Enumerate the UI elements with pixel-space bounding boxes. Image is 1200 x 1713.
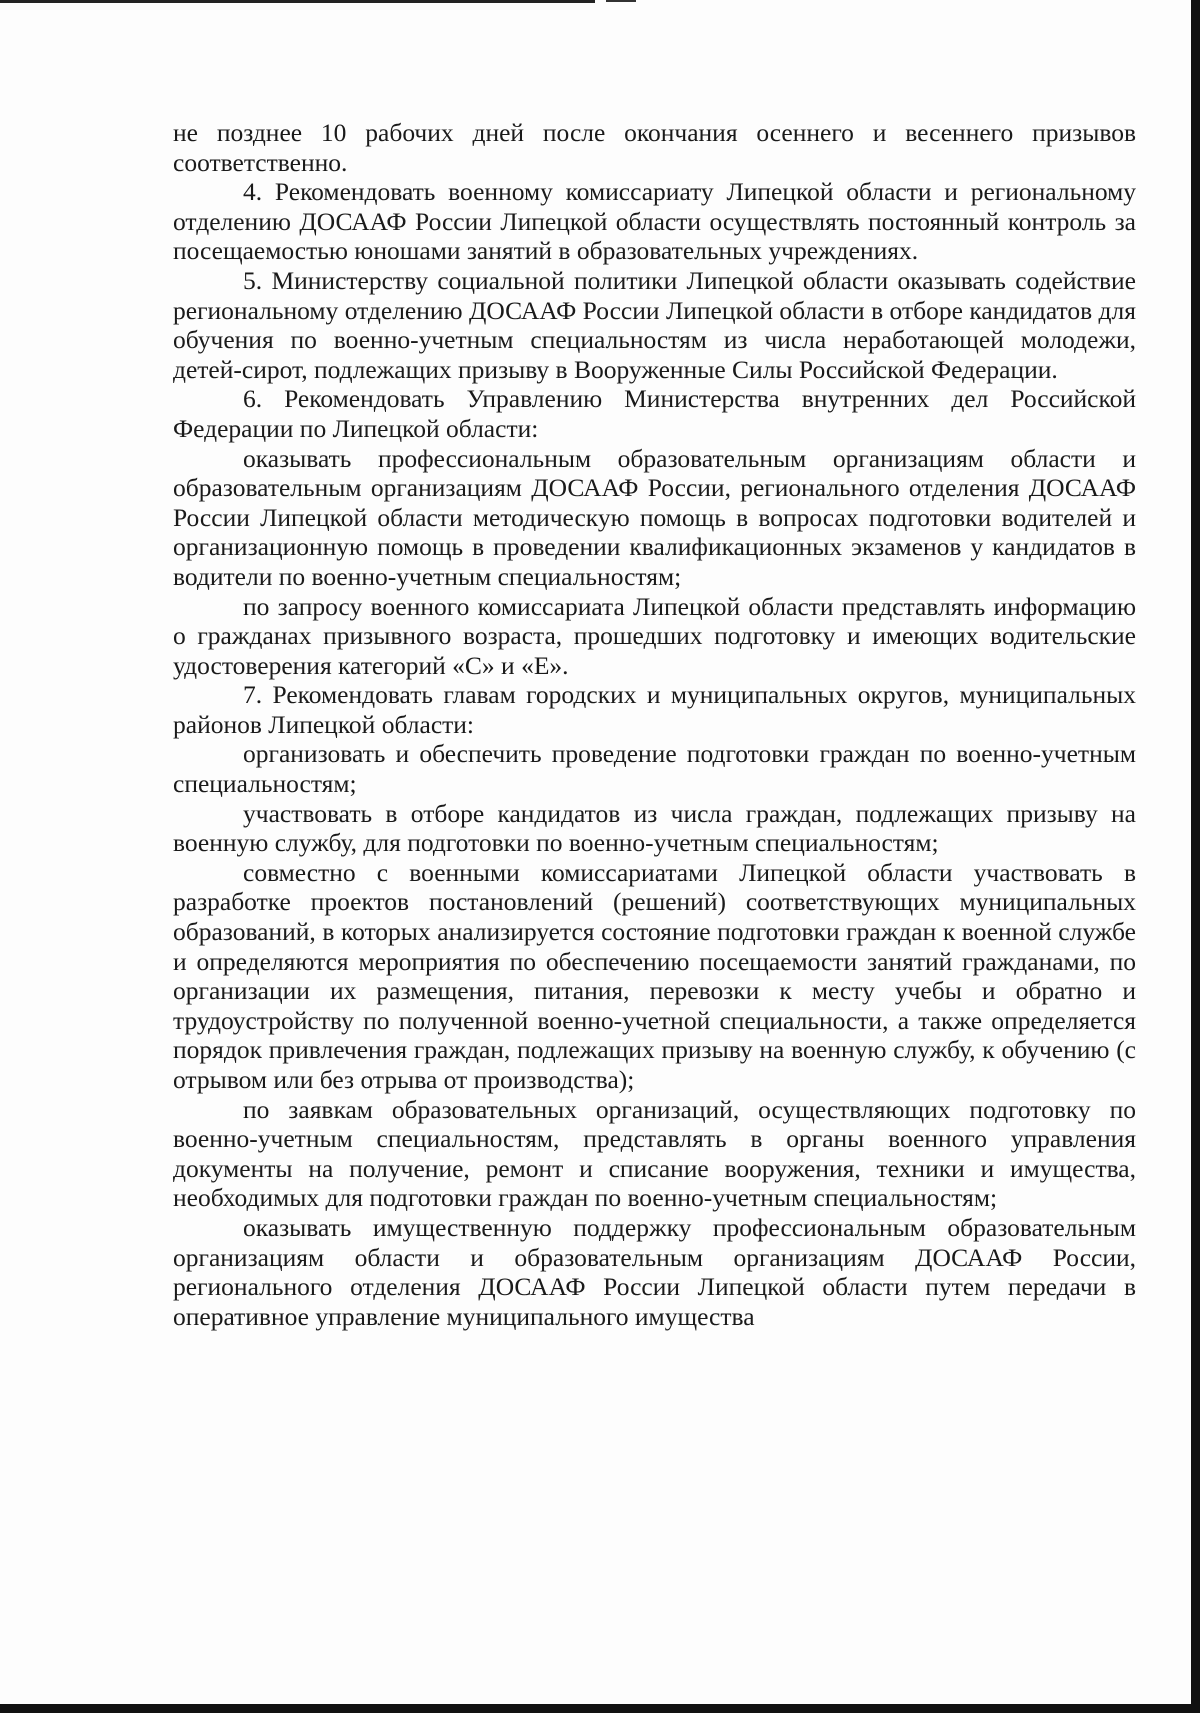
paragraph-item-7-property-support: оказывать имущественную поддержку профессиональным образовательным организациям области и образовательным организациям ДОСААФ России, регионального отделения ДОСААФ России Липецкой области путем передачи в оперативное управление муниципального имущества (173, 1212, 1136, 1331)
scan-right-edge (1191, 0, 1200, 1713)
paragraph-item-6-information: по запросу военного комиссариата Липецкой области представлять информацию о гражданах призывного возраста, прошедших подготовку и имеющих водительские удостоверения категорий «С» и «Е». (173, 591, 1136, 680)
scan-top-dash (606, 0, 636, 2)
paragraph-item-6: 6. Рекомендовать Управлению Министерства внутренних дел Российской Федерации по Липецкой области: (173, 384, 1136, 443)
scan-bottom-edge (0, 1704, 1200, 1713)
paragraph-item-6-methodical-help: оказывать профессиональным образовательным организациям области и образовательным организациям ДОСААФ России, регионального отделения ДОСААФ России Липецкой области методическую помощь в вопросах подготовки водителей и организационную помощь в проведении квалификационных экзаменов у кандидатов в водители по военно-учетным специальностям; (173, 443, 1136, 591)
paragraph-item-5: 5. Министерству социальной политики Липецкой области оказывать содействие региональному отделению ДОСААФ России Липецкой области в отборе кандидатов для обучения по военно-учетным специальностям из числа неработающей молодежи, детей-сирот, подлежащих призыву в Вооруженные Силы Российской Федерации. (173, 265, 1136, 384)
paragraph-item-7: 7. Рекомендовать главам городских и муниципальных округов, муниципальных районов Липецкой области: (173, 680, 1136, 739)
paragraph-item-7-organize: организовать и обеспечить проведение подготовки граждан по военно-учетным специальностям; (173, 739, 1136, 799)
document-body (173, 118, 1136, 1331)
paragraph-item-7-requests: по заявкам образовательных организаций, осуществляющих подготовку по военно-учетным специальностям, представлять в органы военного управления документы на получение, ремонт и списание вооружения, техники и имущества, необходимых для подготовки граждан по военно-учетным специальностям; (173, 1094, 1136, 1213)
paragraph-item-4: 4. Рекомендовать военному комиссариату Липецкой области и региональному отделению ДОСААФ России Липецкой области осуществлять постоянный контроль за посещаемостью юношами занятий в образовательных учреждениях. (173, 177, 1136, 266)
scan-top-line (0, 0, 595, 3)
paragraph-item-7-joint-work: совместно с военными комиссариатами Липецкой области участвовать в разработке проектов постановлений (решений) соответствующих муниципальных образований, в которых анализируется состояние подготовки граждан к военной службе и определяются мероприятия по обеспечению посещаемости занятий гражданами, по организации их размещения, питания, перевозки к месту учебы и обратно и трудоустройству по полученной военно-учетной специальности, а также определяется порядок привлечения граждан, подлежащих призыву на военную службу, к обучению (с отрывом или без отрыва от производства); (173, 857, 1136, 1094)
paragraph-item-7-selection: участвовать в отборе кандидатов из числа граждан, подлежащих призыву на военную службу, для подготовки по военно-учетным специальностям; (173, 798, 1136, 858)
paragraph-continuation: не позднее 10 рабочих дней после окончания осеннего и весеннего призывов соответственно. (173, 118, 1136, 177)
